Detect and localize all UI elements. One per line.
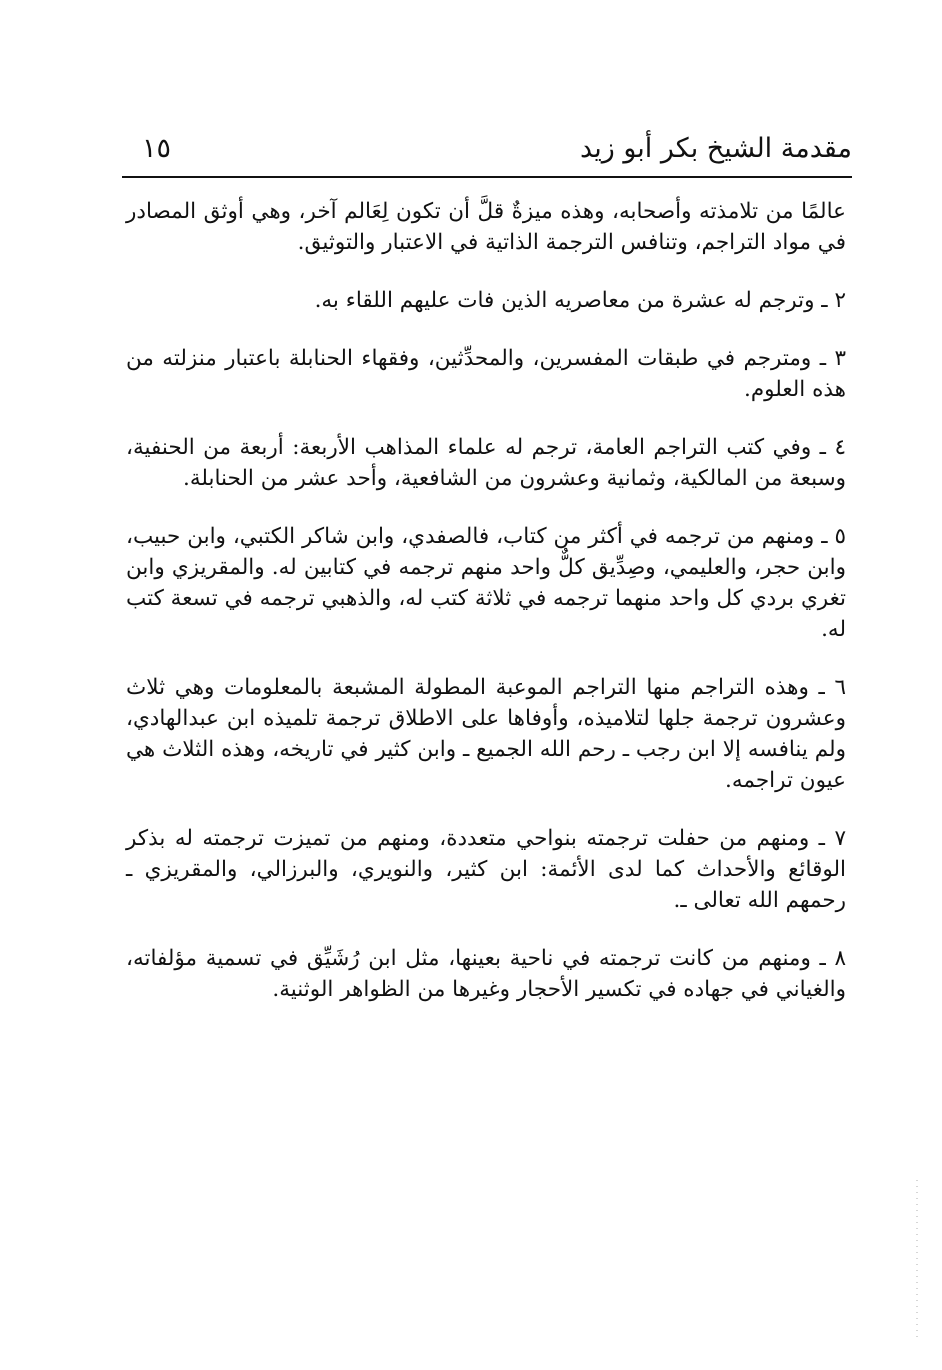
paragraph-item-4: ٤ ـ وفي كتب التراجم العامة، ترجم له علماء المذاهب الأربعة: أربعة من الحنفية، وسبعة من المالكية، وثمانية وعشرون من الشافعية، وأحد عشر من الحنابلة. [126, 435, 846, 491]
paragraph-item-5: ٥ ـ ومنهم من ترجمه في أكثر من كتاب، فالصفدي، وابن شاكر الكتبي، وابن حبيب، وابن حجر، والعليمي، وصِدِّيق كلٌّ واحد منهم ترجمه في كتابين له. والمقريزي وابن تغري بردي كل واحد منهما ترجمه في ثلاثة كتب له، والذهبي ترجمه في تسعة كتب له. [126, 524, 846, 642]
page-number: ١٥ [142, 133, 172, 164]
header-rule [122, 176, 852, 178]
paragraph-item-7: ٧ ـ ومنهم من حفلت ترجمته بنواحي متعددة، ومنهم من تميزت ترجمته له بذكر الوقائع والأحداث كما لدى الأئمة: ابن كثير، والنويري، والبرزالي، والمقريزي ـ رحمهم الله تعالى ـ. [126, 826, 846, 913]
paragraph-item-8: ٨ ـ ومنهم من كانت ترجمته في ناحية بعينها، مثل ابن رُشَيِّق في تسمية مؤلفاته، والغياني في جهاده في تكسير الأحجار وغيرها من الظواهر الوثنية. [126, 946, 846, 1002]
paragraph-continuation: عالمًا من تلامذته وأصحابه، وهذه ميزةٌ قلَّ أن تكون لِعَالم آخر، وهي أوثق المصادر في مواد التراجم، وتنافس الترجمة الذاتية في الاعتبار والتوثيق. [126, 199, 846, 255]
running-title: مقدمة الشيخ بكر أبو زيد [580, 133, 852, 164]
paragraph-item-3: ٣ ـ ومترجم في طبقات المفسرين، والمحدِّثين، وفقهاء الحنابلة باعتبار منزلته من هذه العلوم. [126, 346, 846, 402]
running-header [122, 128, 852, 176]
paragraph-item-2: ٢ ـ وترجم له عشرة من معاصريه الذين فات عليهم اللقاء به. [314, 288, 846, 313]
paragraph-item-6: ٦ ـ وهذه التراجم منها التراجم الموعبة المطولة المشبعة بالمعلومات وهي ثلاث وعشرون ترجمة جلها لتلاميذه، وأوفاها على الاطلاق ترجمة تلميذه ابن عبدالهادي، ولم ينافسه إلا ابن رجب ـ رحم الله الجميع ـ وابن كثير في تاريخه، وهذه الثلاث هي عيون تراجمه. [126, 675, 846, 793]
body-text [126, 196, 846, 1032]
scan-margin-artifact [916, 1180, 918, 1340]
